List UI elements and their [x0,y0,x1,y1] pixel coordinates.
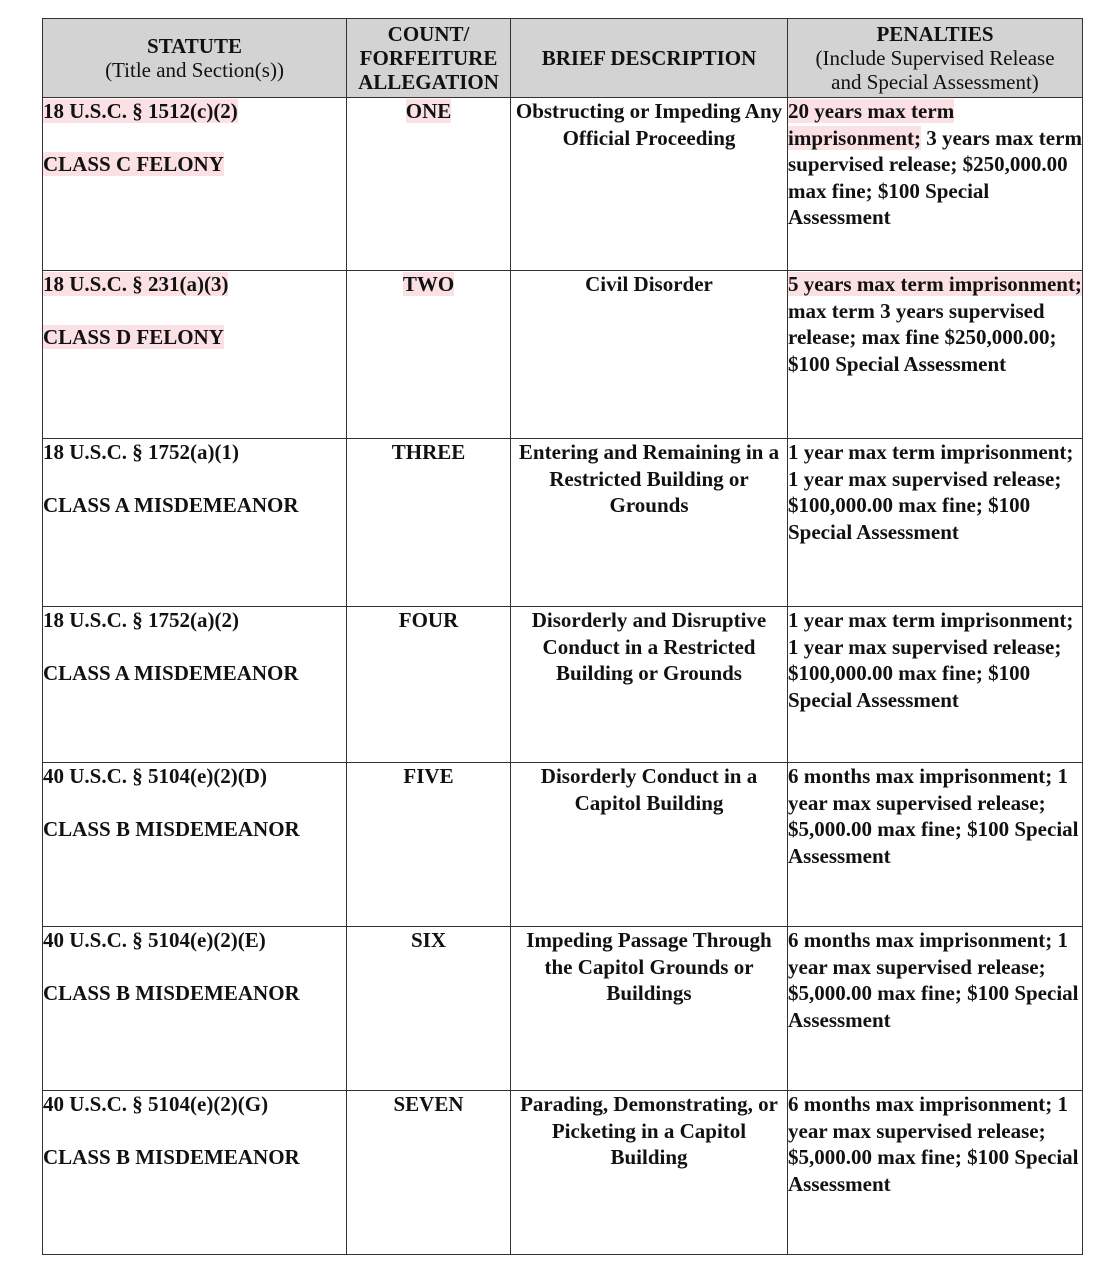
statute-text: 18 U.S.C. § 1752(a)(2) [43,608,239,632]
statute-cell [43,439,347,607]
count-text: FIVE [403,764,454,788]
class-text: CLASS A MISDEMEANOR [43,661,299,685]
header-count [347,19,511,98]
penalty-cell [788,927,1083,1091]
description-cell [511,98,788,271]
class-text: CLASS C FELONY [43,152,224,176]
description-text: Disorderly and Disruptive Conduct in a Restricted Building or Grounds [531,608,767,685]
penalty-text: max term 3 years supervised release; max fine $250,000.00; $100 Special Assessment [788,298,1057,376]
penalty-cell [788,763,1083,927]
class-text: CLASS A MISDEMEANOR [43,493,299,517]
count-text: ONE [405,99,452,123]
penalty-cell [788,1091,1083,1255]
count-cell [347,927,511,1091]
statute-cell [43,98,347,271]
statute-text: 18 U.S.C. § 1512(c)(2) [43,99,238,123]
header-penalties [788,19,1083,98]
count-cell [347,271,511,439]
table-row [43,927,1083,1091]
table-row [43,1091,1083,1255]
count-cell [347,98,511,271]
count-text: SIX [410,928,447,952]
penalty-text: 3 years max term supervised release; $250,000.00 max fine; $100 Special Assessment [788,125,1082,229]
count-cell [347,439,511,607]
description-text: Obstructing or Impeding Any Official Proceeding [515,99,783,150]
table-row [43,763,1083,927]
header-count-line-3: ALLEGATION [358,70,499,94]
header-description-title: BRIEF DESCRIPTION [541,46,757,70]
count-cell [347,1091,511,1255]
table-row [43,439,1083,607]
penalty-text: 1 year max term imprisonment; 1 year max supervised release; $100,000.00 max fine; $100 Special Assessment [788,608,1074,712]
header-penalties-sub-2: and Special Assessment) [831,70,1039,94]
table-row [43,271,1083,439]
penalty-text: 6 months max imprisonment; 1 year max supervised release; $5,000.00 max fine; $100 Special Assessment [788,928,1079,1032]
class-text: CLASS B MISDEMEANOR [43,1145,300,1169]
header-statute-title: STATUTE [147,34,242,58]
penalty-text: 6 months max imprisonment; 1 year max supervised release; $5,000.00 max fine; $100 Special Assessment [788,764,1079,868]
description-cell [511,439,788,607]
description-cell [511,927,788,1091]
charges-table [42,18,1083,1255]
header-statute [43,19,347,98]
header-count-line-1: COUNT/ [387,22,470,46]
header-penalties-title: PENALTIES [876,22,994,46]
description-cell [511,271,788,439]
count-text: FOUR [398,608,459,632]
count-text: TWO [402,272,455,296]
class-text: CLASS D FELONY [43,325,224,349]
statute-text: 18 U.S.C. § 1752(a)(1) [43,440,239,464]
penalty-cell [788,607,1083,763]
statute-cell [43,607,347,763]
penalty-cell [788,271,1083,439]
penalty-cell [788,439,1083,607]
header-row [43,19,1083,98]
statute-cell [43,271,347,439]
header-count-line-2: FORFEITURE [359,46,498,70]
description-cell [511,763,788,927]
description-text: Civil Disorder [585,272,713,296]
description-cell [511,1091,788,1255]
statute-text: 40 U.S.C. § 5104(e)(2)(E) [43,928,266,952]
count-cell [347,763,511,927]
description-cell [511,607,788,763]
description-text: Disorderly Conduct in a Capitol Building [540,764,758,815]
statute-text: 40 U.S.C. § 5104(e)(2)(G) [43,1092,269,1116]
penalty-text: 6 months max imprisonment; 1 year max supervised release; $5,000.00 max fine; $100 Special Assessment [788,1092,1079,1196]
header-penalties-sub-1: (Include Supervised Release [815,46,1055,70]
count-text: SEVEN [393,1092,464,1116]
description-text: Parading, Demonstrating, or Picketing in a Capitol Building [520,1092,778,1169]
count-text: THREE [391,440,466,464]
description-text: Entering and Remaining in a Restricted Building or Grounds [518,440,780,517]
penalty-cell [788,98,1083,271]
statute-cell [43,927,347,1091]
header-description [511,19,788,98]
penalty-highlight-text: 20 years max term imprisonment; [788,99,955,150]
table-row [43,607,1083,763]
class-text: CLASS B MISDEMEANOR [43,817,300,841]
statute-cell [43,763,347,927]
count-cell [347,607,511,763]
statute-cell [43,1091,347,1255]
table-row [43,98,1083,271]
description-text: Impeding Passage Through the Capitol Grounds or Buildings [526,928,772,1005]
header-statute-sub: (Title and Section(s)) [105,58,284,82]
class-text: CLASS B MISDEMEANOR [43,981,300,1005]
penalty-text: 1 year max term imprisonment; 1 year max supervised release; $100,000.00 max fine; $100 Special Assessment [788,440,1074,544]
statute-text: 18 U.S.C. § 231(a)(3) [43,272,229,296]
statute-text: 40 U.S.C. § 5104(e)(2)(D) [43,764,267,788]
penalty-highlight-text: 5 years max term imprisonment; [788,272,1082,296]
